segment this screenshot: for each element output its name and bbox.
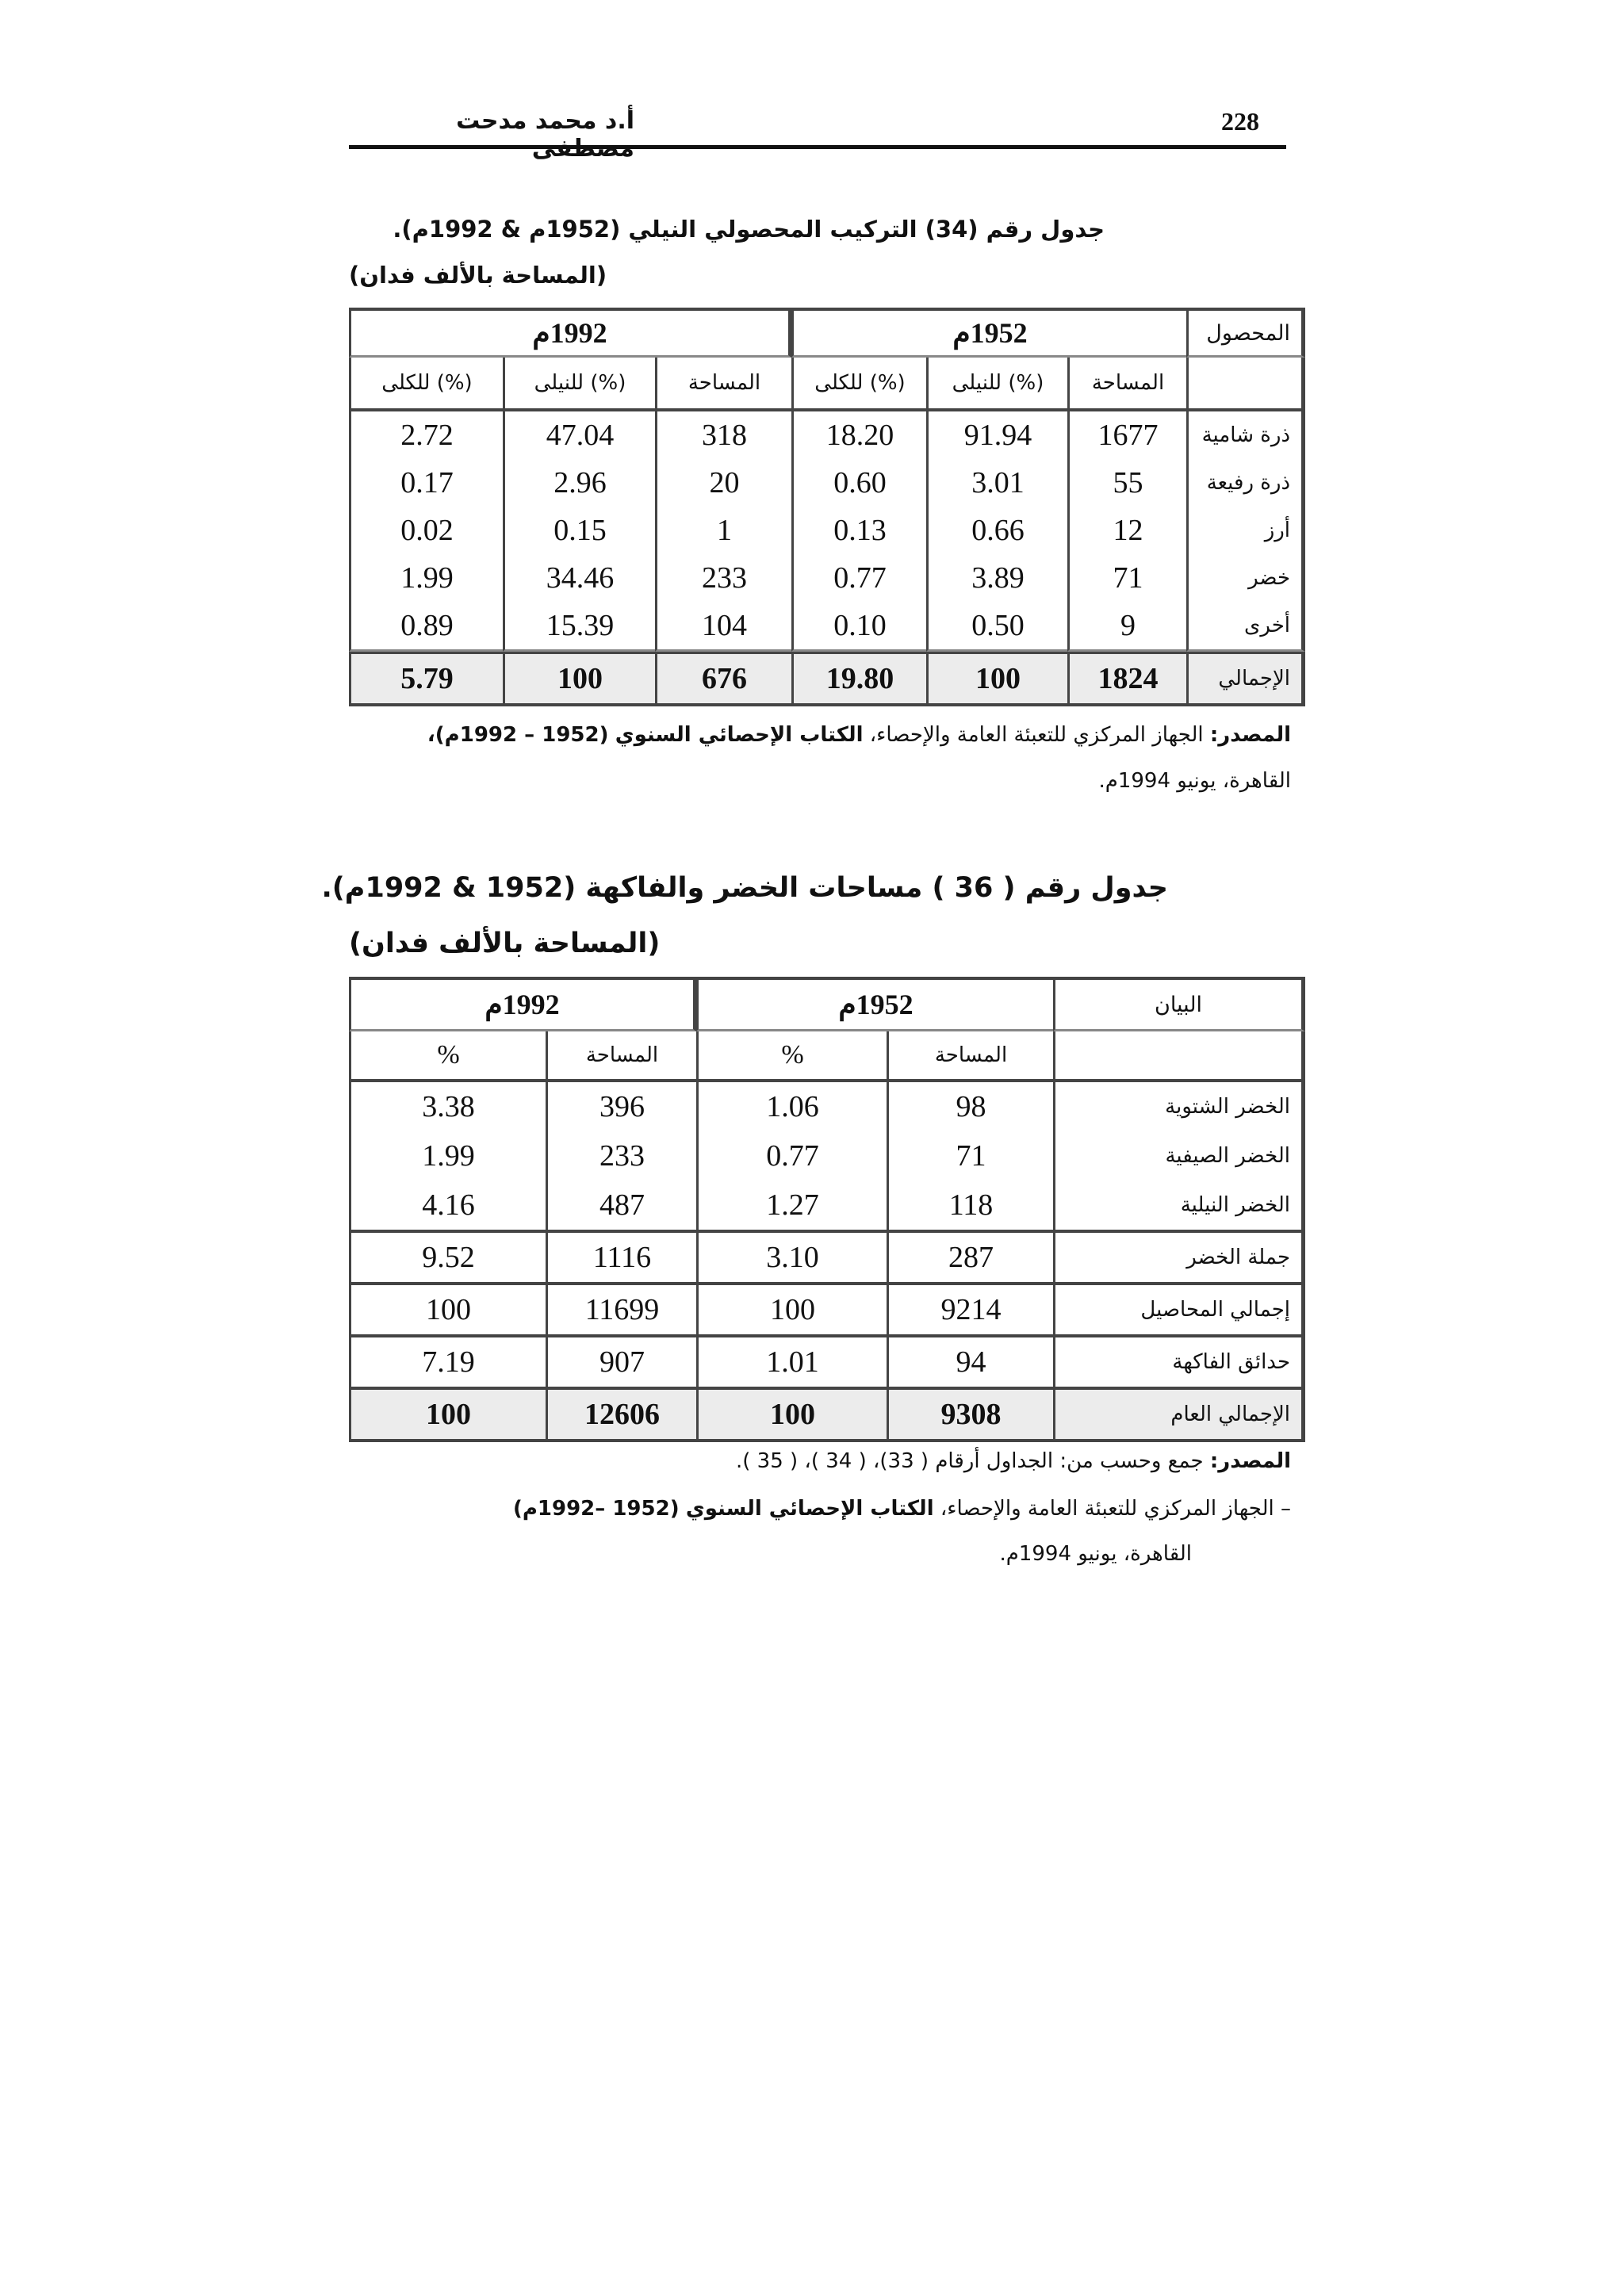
- cell-nile-1952: 3.01: [926, 459, 1067, 507]
- source-years: (1952 –1992م): [512, 1497, 680, 1521]
- table2-title: جدول رقم ( 36 ) مساحات الخضر والفاكهة (1952 & 1992م).: [321, 872, 1168, 904]
- cell-crop: ذرة رفيعة: [1186, 459, 1305, 507]
- author-name: أ.د محمد مدحت: [456, 107, 634, 135]
- cell-area-1952: 9: [1067, 602, 1186, 652]
- source-org: الجهاز المركزي للتعبئة العامة والإحصاء،: [869, 723, 1204, 747]
- table1-sub-nile-1992: (%) للنيلى: [503, 358, 655, 411]
- cell-area-1992: 20: [655, 459, 791, 507]
- cell-pct-1992: 3.38: [349, 1082, 546, 1131]
- cell-area-1952: 71: [1067, 554, 1186, 602]
- table1-sub-area-1992: المساحة: [655, 358, 791, 411]
- table2-sub-area-1952: المساحة: [887, 1031, 1053, 1082]
- cell-nile-1952: 3.89: [926, 554, 1067, 602]
- cell-area-1952: 118: [887, 1181, 1053, 1230]
- cell-pct-1952: 0.77: [696, 1131, 887, 1181]
- cell-total-1992: 0.17: [349, 459, 503, 507]
- cell-item: الخضر الشتوية: [1053, 1082, 1305, 1131]
- cell-total-1952: 0.60: [791, 459, 926, 507]
- table-row: [349, 507, 1305, 554]
- cell-nile-1952: 100: [926, 652, 1067, 706]
- cell-area-1992: 1: [655, 507, 791, 554]
- cell-crop: الإجمالي: [1186, 652, 1305, 706]
- table-row: [349, 1282, 1305, 1334]
- cell-area-1992: 12606: [546, 1387, 696, 1442]
- source-book: الكتاب الإحصائي السنوي: [615, 723, 864, 747]
- table2-year-1992: 1992م: [349, 977, 696, 1031]
- cell-total-1952: 18.20: [791, 411, 926, 459]
- cell-area-1992: 676: [655, 652, 791, 706]
- table2-header-row: [349, 977, 1305, 1031]
- cell-nile-1992: 2.96: [503, 459, 655, 507]
- cell-pct-1952: 3.10: [696, 1230, 887, 1282]
- cell-item: الخضر النيلية: [1053, 1181, 1305, 1230]
- cell-crop: خضر: [1186, 554, 1305, 602]
- cell-total-1952: 0.77: [791, 554, 926, 602]
- table-row: [349, 411, 1305, 459]
- table2-sub-area-1992: المساحة: [546, 1031, 696, 1082]
- table1-total-row: [349, 652, 1305, 706]
- cell-pct-1992: 7.19: [349, 1334, 546, 1387]
- table1-header-row: [349, 308, 1305, 358]
- table1-year-1992: 1992م: [349, 308, 791, 358]
- table1-source: [427, 723, 1291, 747]
- cell-pct-1992: 1.99: [349, 1131, 546, 1181]
- table-row: [349, 1131, 1305, 1181]
- table2-subheader-row: [349, 1031, 1305, 1082]
- table2-col-item: البيان: [1053, 977, 1305, 1031]
- cell-area-1992: 1116: [546, 1230, 696, 1282]
- cell-item: جملة الخضر: [1053, 1230, 1305, 1282]
- cell-crop: ذرة شامية: [1186, 411, 1305, 459]
- table2-sub-empty: [1053, 1031, 1305, 1082]
- header-rule: [349, 145, 1286, 149]
- cell-area-1952: 1824: [1067, 652, 1186, 706]
- cell-nile-1952: 0.50: [926, 602, 1067, 652]
- table-row: [349, 459, 1305, 507]
- cell-pct-1992: 100: [349, 1282, 546, 1334]
- source-org: – الجهاز المركزي للتعبئة العامة والإحصاء،: [940, 1497, 1291, 1521]
- table2-sub-pct-1952: %: [696, 1031, 887, 1082]
- table1-col-crop: المحصول: [1186, 308, 1305, 358]
- cell-total-1952: 0.10: [791, 602, 926, 652]
- table1-source-place: القاهرة، يونيو 1994م.: [1098, 769, 1291, 793]
- cell-area-1992: 11699: [546, 1282, 696, 1334]
- cell-area-1952: 9214: [887, 1282, 1053, 1334]
- cell-area-1992: 907: [546, 1334, 696, 1387]
- cell-area-1952: 1677: [1067, 411, 1186, 459]
- table1-unit: (المساحة بالألف فدان): [349, 262, 607, 289]
- cell-pct-1992: 4.16: [349, 1181, 546, 1230]
- table-row: [349, 554, 1305, 602]
- table1-sub-area-1952: المساحة: [1067, 358, 1186, 411]
- cell-pct-1992: 100: [349, 1387, 546, 1442]
- cell-area-1992: 318: [655, 411, 791, 459]
- cell-total-1992: 0.02: [349, 507, 503, 554]
- table-row: [349, 1334, 1305, 1387]
- table2-source-place: القاهرة، يونيو 1994م.: [999, 1542, 1192, 1566]
- table2-unit: (المساحة بالألف فدان): [349, 928, 661, 959]
- cell-area-1992: 104: [655, 602, 791, 652]
- table2-year-1952: 1952م: [696, 977, 1053, 1031]
- table1-sub-total-1952: (%) للكلى: [791, 358, 926, 411]
- table-row: [349, 602, 1305, 652]
- cell-pct-1952: 1.01: [696, 1334, 887, 1387]
- cell-total-1952: 0.13: [791, 507, 926, 554]
- cell-pct-1992: 9.52: [349, 1230, 546, 1282]
- cell-pct-1952: 100: [696, 1282, 887, 1334]
- cell-area-1952: 287: [887, 1230, 1053, 1282]
- table2-sub-pct-1992: %: [349, 1031, 546, 1082]
- page-number: 228: [1221, 107, 1259, 136]
- cell-item: حدائق الفاكهة: [1053, 1334, 1305, 1387]
- cell-nile-1992: 0.15: [503, 507, 655, 554]
- source-label: المصدر:: [1209, 1449, 1291, 1473]
- cell-crop: أخرى: [1186, 602, 1305, 652]
- cell-pct-1952: 1.06: [696, 1082, 887, 1131]
- table-row: [349, 1230, 1305, 1282]
- cell-total-1952: 19.80: [791, 652, 926, 706]
- table1-title: جدول رقم (34) التركيب المحصولي النيلي (1952م & 1992م).: [393, 216, 1105, 243]
- cell-area-1992: 396: [546, 1082, 696, 1131]
- source-book: الكتاب الإحصائي السنوي: [685, 1497, 934, 1521]
- table1-crop-composition: [349, 308, 1305, 706]
- cell-area-1992: 233: [655, 554, 791, 602]
- table1-sub-empty: [1186, 358, 1305, 411]
- cell-nile-1992: 34.46: [503, 554, 655, 602]
- cell-total-1992: 1.99: [349, 554, 503, 602]
- cell-nile-1952: 0.66: [926, 507, 1067, 554]
- cell-nile-1952: 91.94: [926, 411, 1067, 459]
- cell-nile-1992: 15.39: [503, 602, 655, 652]
- cell-area-1952: 94: [887, 1334, 1053, 1387]
- cell-pct-1952: 100: [696, 1387, 887, 1442]
- cell-area-1992: 487: [546, 1181, 696, 1230]
- cell-total-1992: 0.89: [349, 602, 503, 652]
- cell-area-1952: 71: [887, 1131, 1053, 1181]
- table2-vegetables-fruits: [349, 977, 1305, 1442]
- cell-area-1952: 55: [1067, 459, 1186, 507]
- cell-nile-1992: 100: [503, 652, 655, 706]
- table1-year-1952: 1952م: [791, 308, 1186, 358]
- cell-total-1992: 2.72: [349, 411, 503, 459]
- cell-area-1992: 233: [546, 1131, 696, 1181]
- source-text: جمع وحسب من: الجداول أرقام ( 33)، ( 34 )، ( 35 ).: [735, 1449, 1204, 1473]
- table-row: [349, 1181, 1305, 1230]
- source-years: (1952 – 1992م)،: [427, 723, 609, 747]
- source-label: المصدر:: [1209, 723, 1291, 747]
- table2-total-row: [349, 1387, 1305, 1442]
- table2-source-line2: [513, 1497, 1291, 1521]
- cell-area-1952: 9308: [887, 1387, 1053, 1442]
- cell-area-1952: 98: [887, 1082, 1053, 1131]
- cell-area-1952: 12: [1067, 507, 1186, 554]
- table1-sub-total-1992: (%) للكلى: [349, 358, 503, 411]
- cell-nile-1992: 47.04: [503, 411, 655, 459]
- cell-pct-1952: 1.27: [696, 1181, 887, 1230]
- table2-source: [736, 1449, 1291, 1473]
- cell-item: إجمالي المحاصيل: [1053, 1282, 1305, 1334]
- cell-item: الخضر الصيفية: [1053, 1131, 1305, 1181]
- cell-crop: أرز: [1186, 507, 1305, 554]
- cell-item: الإجمالي العام: [1053, 1387, 1305, 1442]
- table-row: [349, 1082, 1305, 1131]
- cell-total-1992: 5.79: [349, 652, 503, 706]
- table1-sub-nile-1952: (%) للنيلى: [926, 358, 1067, 411]
- table1-subheader-row: [349, 358, 1305, 411]
